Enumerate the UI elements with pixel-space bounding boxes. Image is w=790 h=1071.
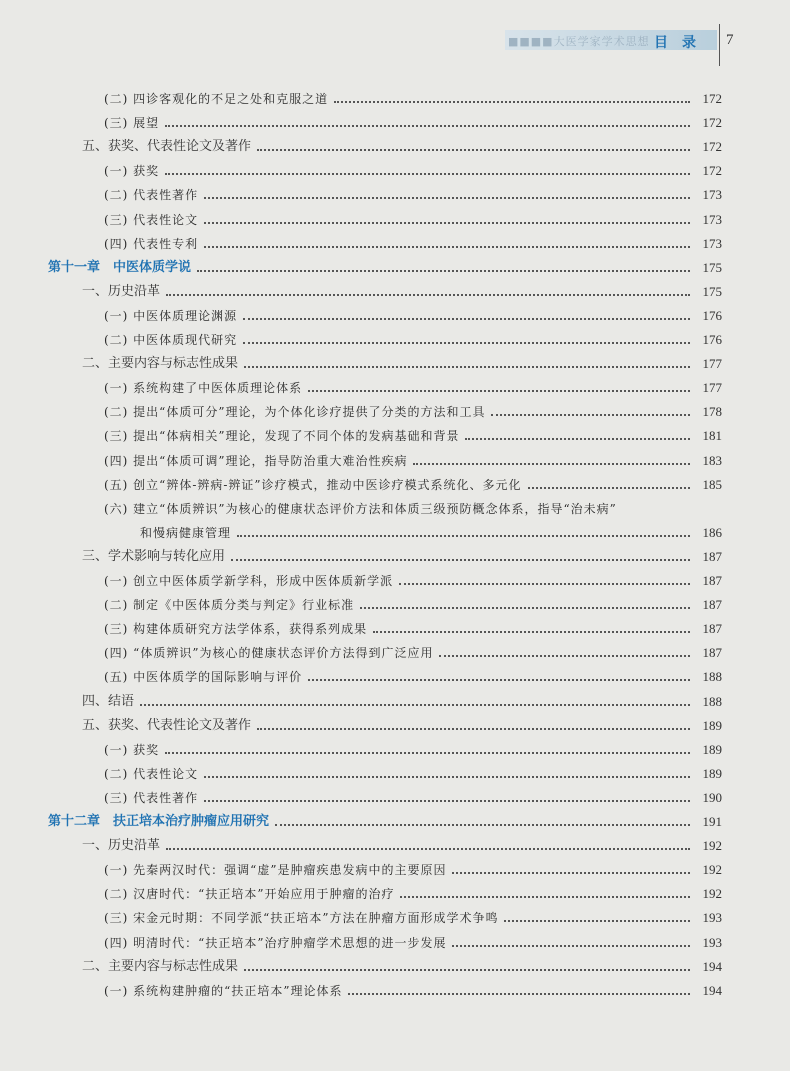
- toc-entry-page: 189: [702, 765, 722, 781]
- toc-entry-page: 176: [702, 307, 722, 323]
- dot-leader: [275, 823, 690, 826]
- dot-leader: [465, 437, 690, 440]
- toc-entry-label: (二) 代表性著作: [104, 188, 199, 203]
- dot-leader: [166, 847, 690, 850]
- toc-entry-page: 177: [702, 356, 722, 372]
- toc-entry-page: 186: [702, 524, 722, 540]
- toc-entry-label: (二) 汉唐时代：“扶正培本”开始应用于肿瘤的治疗: [104, 887, 395, 902]
- toc-entry: [104, 860, 722, 878]
- dot-leader: [197, 269, 690, 272]
- toc-entry: [104, 499, 722, 517]
- toc-entry-page: 193: [702, 910, 722, 926]
- toc-entry: [82, 957, 722, 975]
- toc-entry: [104, 210, 722, 228]
- toc-entry-page: 175: [702, 283, 722, 299]
- toc-entry-label: 二、主要内容与标志性成果: [82, 356, 239, 372]
- toc-entry-page: 181: [702, 428, 722, 444]
- toc-entry-page: 187: [702, 621, 722, 637]
- toc-entry-label: 四、结语: [82, 693, 135, 709]
- toc-entry: [104, 619, 722, 637]
- toc-entry-page: 173: [702, 235, 722, 251]
- toc-entry-label: (四) 提出“体质可调”理论，指导防治重大难治性疾病: [104, 453, 408, 468]
- toc-entry: [104, 89, 722, 107]
- dot-leader: [204, 775, 690, 778]
- dot-leader: [491, 413, 690, 416]
- toc-entry: [104, 933, 722, 951]
- dot-leader: [504, 919, 690, 922]
- toc-entry-label: (五) 创立“辨体-辨病-辨证”诊疗模式，推动中医诊疗模式系统化、多元化: [104, 477, 522, 492]
- toc-entry: [104, 475, 722, 493]
- toc-entry: [104, 306, 722, 324]
- dot-leader: [165, 751, 690, 754]
- toc-entry: [48, 812, 722, 830]
- toc-entry-page: 173: [702, 211, 722, 227]
- toc-entry-page: 172: [702, 163, 722, 179]
- toc-entry-label: (五) 中医体质学的国际影响与评价: [104, 670, 303, 685]
- toc-entry: [104, 426, 722, 444]
- toc-entry-page: 175: [702, 259, 722, 275]
- toc-entry: [82, 547, 722, 565]
- toc-entry-label: (二) 制定《中医体质分类与判定》行业标准: [104, 598, 355, 613]
- toc-entry-label: (三) 提出“体病相关”理论，发现了不同个体的发病基础和背景: [104, 429, 460, 444]
- dot-leader: [243, 341, 690, 344]
- toc-entry-label: (三) 展望: [104, 116, 160, 131]
- toc-entry-page: 187: [702, 548, 722, 564]
- header-divider: [719, 24, 720, 66]
- toc-entry: [82, 836, 722, 854]
- dot-leader: [399, 582, 690, 585]
- page-title: 目录: [654, 35, 710, 51]
- dot-leader: [204, 245, 690, 248]
- toc-entry-page: 178: [702, 404, 722, 420]
- toc-entry-page: 189: [702, 741, 722, 757]
- dot-leader: [373, 630, 690, 633]
- dot-leader: [204, 799, 690, 802]
- toc-entry-page: 177: [702, 380, 722, 396]
- dot-leader: [244, 365, 690, 368]
- toc-entry-label: (三) 代表性论文: [104, 212, 199, 227]
- dot-leader: [166, 293, 690, 296]
- toc-entry: [140, 523, 722, 541]
- dot-leader: [257, 727, 690, 730]
- toc-entry: [104, 884, 722, 902]
- toc-entry: [82, 716, 722, 734]
- toc-entry-page: 176: [702, 332, 722, 347]
- dot-leader: [204, 196, 690, 199]
- toc-entry-label: 五、获奖、代表性论文及著作: [82, 717, 252, 733]
- dot-leader: [140, 703, 690, 706]
- toc-entry-label: (三) 构建体质研究方法学体系，获得系列成果: [104, 622, 368, 637]
- toc-entry-page: 191: [702, 814, 722, 829]
- toc-entry-page: 188: [702, 669, 722, 685]
- toc-entry-label: (四) 明清时代：“扶正培本”治疗肿瘤学术思想的进一步发展: [104, 935, 447, 950]
- toc-entry-label: (一) 先秦两汉时代：强调“虚”是肿瘤疾患发病中的主要原因: [104, 863, 447, 878]
- dot-leader: [452, 871, 690, 874]
- toc-entry-label: 三、学术影响与转化应用: [82, 548, 226, 564]
- toc-entry: [82, 354, 722, 372]
- toc-entry-page: 192: [702, 838, 722, 854]
- toc-entry: [104, 234, 722, 252]
- toc-entry-label: (六) 建立“体质辨识”为核心的健康状态评价方法和体质三级预防概念体系，指导“治未病”: [104, 501, 617, 516]
- toc-entry-label: (一) 系统构建了中医体质理论体系: [104, 381, 303, 396]
- toc-entry: [48, 258, 722, 276]
- toc-entry-page: 189: [702, 717, 722, 733]
- toc-entry: [104, 402, 722, 420]
- dot-leader: [400, 895, 690, 898]
- toc-entry: [104, 740, 722, 758]
- toc-entry: [104, 330, 722, 348]
- toc-entry-page: 187: [702, 597, 722, 613]
- dot-leader: [348, 992, 690, 995]
- toc-entry-page: 172: [702, 91, 722, 106]
- toc-entry-label: (三) 代表性著作: [104, 790, 199, 805]
- toc-entry-label: 第十二章 扶正培本治疗肿瘤应用研究: [48, 814, 270, 829]
- toc-entry-page: 172: [702, 139, 722, 155]
- toc-entry-label: 一、历史沿革: [82, 838, 161, 854]
- dot-leader: [360, 606, 690, 609]
- toc-entry: [104, 595, 722, 613]
- toc-entry-label: (四) 代表性专利: [104, 236, 199, 251]
- toc-entry-label: (一) 中医体质理论渊源: [104, 308, 238, 323]
- toc-entry-label: (二) 中医体质现代研究: [104, 333, 238, 347]
- toc-entry-label: (四) “体质辨识”为核心的健康状态评价方法得到广泛应用: [104, 646, 434, 661]
- toc-entry-page: 190: [702, 789, 722, 805]
- toc-entry-label: 和慢病健康管理: [140, 525, 232, 540]
- toc-entry-label: (一) 获奖: [104, 742, 160, 757]
- toc-entry-page: 183: [702, 452, 722, 468]
- toc-entry-label: (一) 创立中医体质学新学科，形成中医体质新学派: [104, 574, 394, 588]
- toc-entry: [104, 451, 722, 469]
- toc-entry-label: 五、获奖、代表性论文及著作: [82, 139, 252, 155]
- page-number: 7: [726, 32, 734, 48]
- toc-entry: [104, 161, 722, 179]
- toc-entry-page: 187: [702, 645, 722, 661]
- dot-leader: [165, 124, 690, 127]
- toc-entry-label: (二) 四诊客观化的不足之处和克服之道: [104, 92, 329, 106]
- dot-leader: [413, 462, 690, 465]
- toc-entry-page: 193: [702, 934, 722, 950]
- dot-leader: [237, 534, 690, 537]
- toc-entry-page: 188: [702, 693, 722, 709]
- dot-leader: [528, 486, 690, 489]
- toc-entry: [104, 788, 722, 806]
- dot-leader: [308, 678, 690, 681]
- toc-entry: [104, 667, 722, 685]
- toc-entry: [104, 113, 722, 131]
- toc-entry-label: (一) 系统构建肿瘤的“扶正培本”理论体系: [104, 983, 343, 998]
- toc-entry: [104, 643, 722, 661]
- toc-entry-page: 192: [702, 862, 722, 878]
- toc-entry-page: 172: [702, 115, 722, 131]
- toc-entry: [82, 692, 722, 710]
- dot-leader: [204, 221, 690, 224]
- toc-entry-page: 185: [702, 476, 722, 492]
- dot-leader: [244, 968, 690, 971]
- toc-entry-label: 二、主要内容与标志性成果: [82, 958, 239, 974]
- toc-entry-label: (三) 宋金元时期：不同学派“扶正培本”方法在肿瘤方面形成学术争鸣: [104, 911, 499, 926]
- toc-entry-page: 194: [702, 982, 722, 998]
- toc-entry-label: (二) 代表性论文: [104, 766, 199, 781]
- dot-leader: [452, 944, 690, 947]
- dot-leader: [231, 558, 690, 561]
- toc-entry: [104, 981, 722, 999]
- toc-entry-label: (一) 获奖: [104, 164, 160, 179]
- dot-leader: [334, 100, 690, 103]
- toc-entry-page: 194: [702, 958, 722, 974]
- toc-entry: [104, 908, 722, 926]
- dot-leader: [243, 317, 690, 320]
- toc-entry: [104, 185, 722, 203]
- toc-entry-page: 192: [702, 886, 722, 902]
- dot-leader: [308, 389, 690, 392]
- toc-entry: [82, 282, 722, 300]
- toc-entry: [104, 571, 722, 589]
- toc-entry-page: 187: [702, 573, 722, 588]
- toc-entry-label: (二) 提出“体质可分”理论，为个体化诊疗提供了分类的方法和工具: [104, 405, 486, 420]
- toc-entry-label: 一、历史沿革: [82, 283, 161, 299]
- dot-leader: [257, 148, 690, 151]
- toc-entry: [82, 137, 722, 155]
- toc-entry: [104, 378, 722, 396]
- header-faded-title: ■■■■大医学家学术思想: [508, 35, 650, 48]
- toc-entry-label: 第十一章 中医体质学说: [48, 259, 192, 275]
- toc-entry-page: 173: [702, 187, 722, 203]
- dot-leader: [165, 172, 690, 175]
- dot-leader: [439, 654, 690, 657]
- toc-entry: [104, 764, 722, 782]
